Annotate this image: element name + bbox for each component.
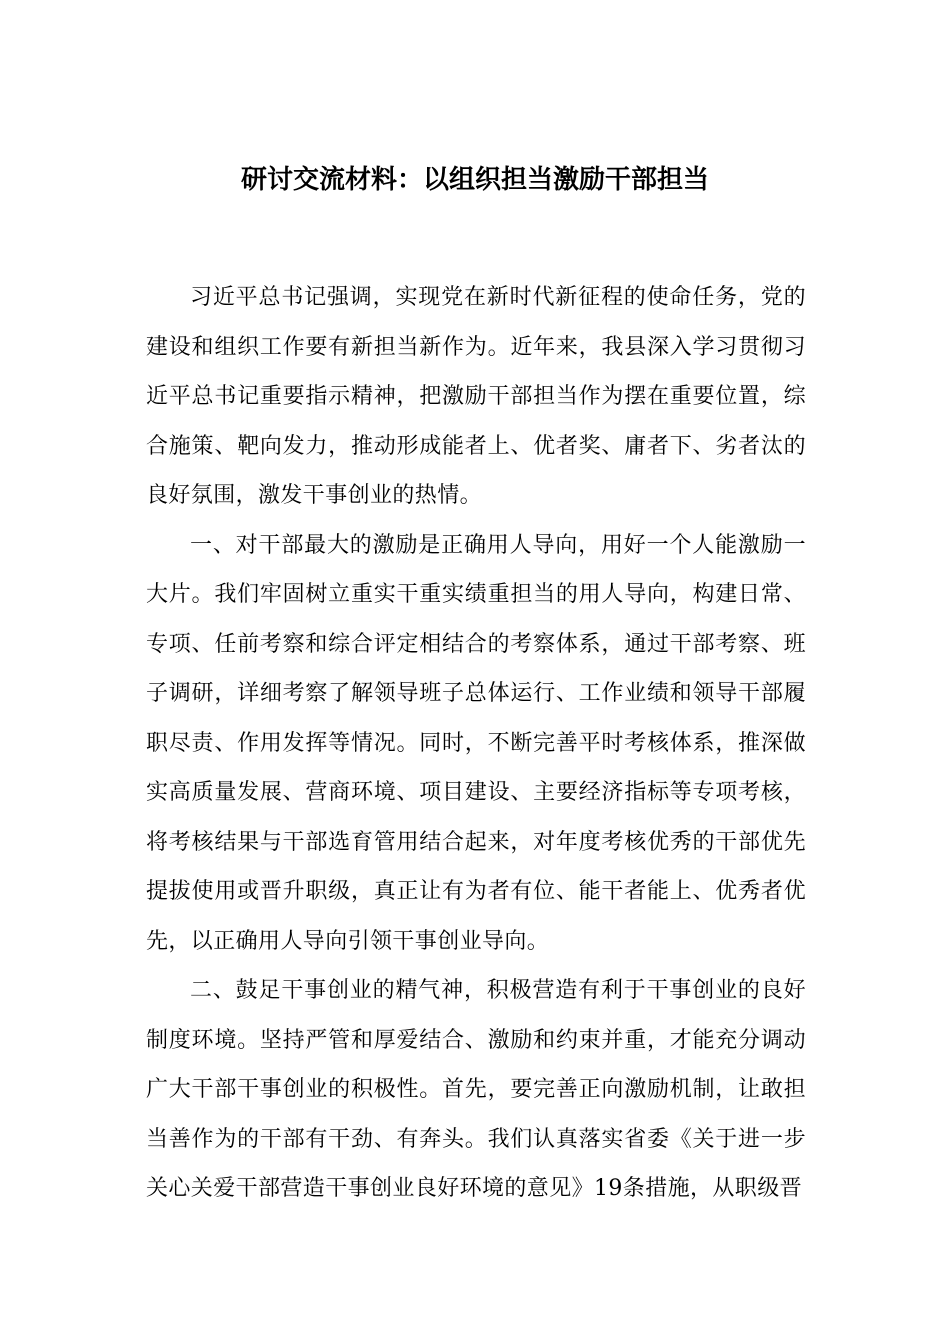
document-body — [146, 273, 806, 1214]
document-title: 研讨交流材料：以组织担当激励干部担当 — [240, 165, 709, 195]
paragraph-intro: 习近平总书记强调，实现党在新时代新征程的使命任务，党的建设和组织工作要有新担当新作为。近年来，我县深入学习贯彻习近平总书记重要指示精神，把激励干部担当作为摆在重要位置，综合施策、靶向发力，推动形成能者上、优者奖、庸者下、劣者汰的良好氛围，激发干事创业的热情。 — [146, 285, 806, 508]
paragraph-section-two: 二、鼓足干事创业的精气神，积极营造有利于干事创业的良好制度环境。坚持严管和厚爱结合、激励和约束并重，才能充分调动广大干部干事创业的积极性。首先，要完善正向激励机制，让敢担当善作为的干部有干劲、有奔头。我们认真落实省委《关于进一步关心关爱干部营造干事创业良好环境的意见》19条措施，从职级晋 — [146, 978, 806, 1201]
paragraph-section-one: 一、对干部最大的激励是正确用人导向，用好一个人能激励一大片。我们牢固树立重实干重实绩重担当的用人导向，构建日常、专项、任前考察和综合评定相结合的考察体系，通过干部考察、班子调研，详细考察了解领导班子总体运行、工作业绩和领导干部履职尽责、作用发挥等情况。同时，不断完善平时考核体系，推深做实高质量发展、营商环境、项目建设、主要经济指标等专项考核，将考核结果与干部选育管用结合起来，对年度考核优秀的干部优先提拔使用或晋升职级，真正让有为者有位、能干者能上、优秀者优先，以正确用人导向引领干事创业导向。 — [146, 532, 806, 954]
